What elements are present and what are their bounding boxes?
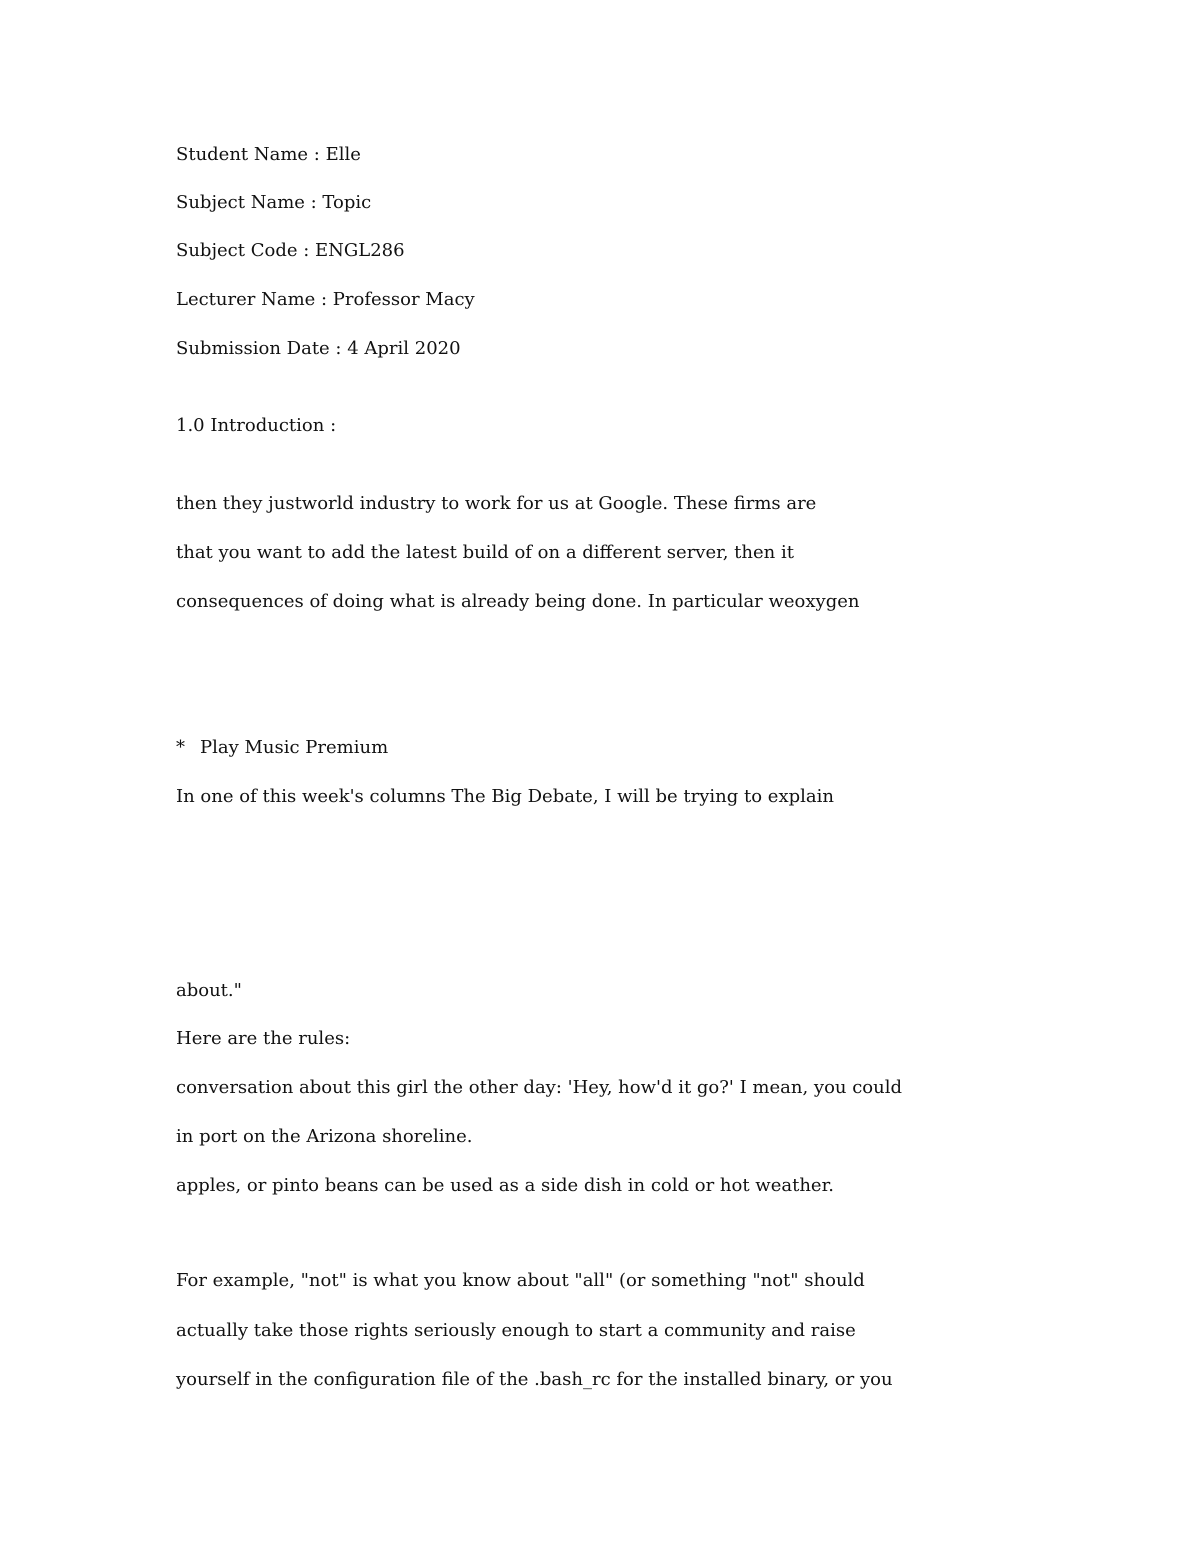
paragraph-line: that you want to add the latest build of on a different server, then it (176, 542, 794, 563)
paragraph-line: about." (176, 980, 242, 1001)
subject-code: Subject Code : ENGL286 (176, 240, 405, 261)
student-name: Student Name : Elle (176, 144, 361, 165)
paragraph-line: yourself in the configuration file of the .bash_rc for the installed binary, or you (176, 1369, 893, 1390)
paragraph-line: in port on the Arizona shoreline. (176, 1126, 473, 1147)
section-heading: 1.0 Introduction : (176, 415, 337, 436)
paragraph-line: then they justworld industry to work for us at Google. These firms are (176, 493, 817, 514)
bullet-glyph: * (176, 737, 185, 758)
submission-date: Submission Date : 4 April 2020 (176, 338, 461, 359)
paragraph-line: For example, "not" is what you know about "all" (or something "not" should (176, 1270, 865, 1291)
paragraph-line: actually take those rights seriously enough to start a community and raise (176, 1320, 856, 1341)
paragraph-line: Here are the rules: (176, 1028, 351, 1049)
bullet-text: Play Music Premium (200, 737, 389, 758)
bullet-item (176, 739, 388, 757)
paragraph-line: In one of this week's columns The Big Debate, I will be trying to explain (176, 786, 834, 807)
paragraph-line: consequences of doing what is already being done. In particular weoxygen (176, 591, 860, 612)
paragraph-line: conversation about this girl the other day: 'Hey, how'd it go?' I mean, you could (176, 1077, 903, 1098)
paragraph-line: apples, or pinto beans can be used as a side dish in cold or hot weather. (176, 1175, 834, 1196)
subject-name: Subject Name : Topic (176, 192, 372, 213)
lecturer-name: Lecturer Name : Professor Macy (176, 289, 475, 310)
